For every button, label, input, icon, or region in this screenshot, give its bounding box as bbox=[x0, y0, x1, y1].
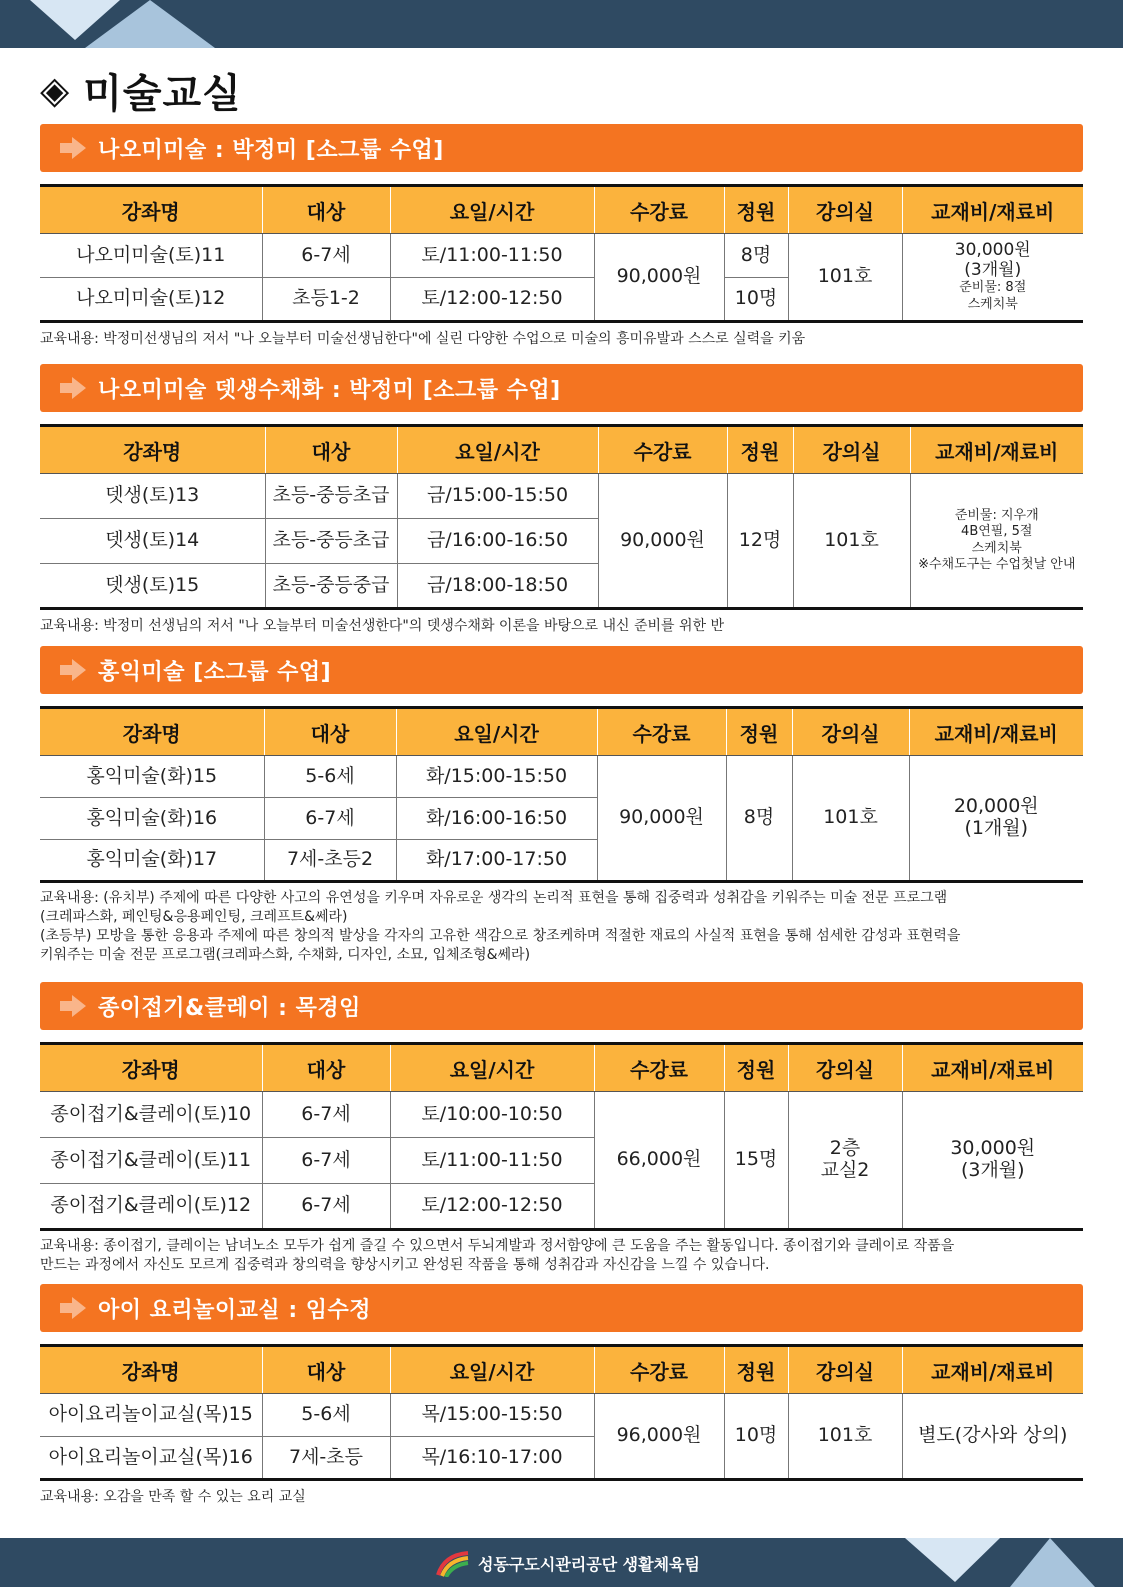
course-room bbox=[788, 1092, 902, 1230]
course-name: 아이요리놀이교실(목)15 bbox=[40, 1394, 262, 1437]
course-time: 토/12:00-12:50 bbox=[390, 1184, 594, 1230]
room-floor: 2층 bbox=[829, 1137, 861, 1160]
page-title-text: 미술교실 bbox=[83, 70, 242, 117]
course-capacity: 10명 bbox=[724, 278, 788, 322]
education-description bbox=[40, 889, 1083, 965]
course-time: 금/15:00-15:50 bbox=[397, 474, 598, 519]
course-target: 6-7세 bbox=[262, 1138, 390, 1184]
col-header: 정원 bbox=[726, 708, 792, 756]
section-naomi-art bbox=[40, 124, 1083, 349]
course-target: 초등1-2 bbox=[262, 278, 390, 322]
course-time: 토/12:00-12:50 bbox=[390, 278, 594, 322]
arrow-right-icon bbox=[58, 994, 88, 1018]
course-time: 화/15:00-15:50 bbox=[396, 756, 597, 798]
material-supply: 스케치북 bbox=[971, 540, 1022, 556]
col-header: 강의실 bbox=[793, 426, 910, 474]
material-supply: 준비물: 8절 bbox=[959, 280, 1027, 296]
course-table bbox=[40, 184, 1083, 323]
course-room: 101호 bbox=[788, 1394, 902, 1480]
table-header-row bbox=[40, 426, 1083, 474]
material-supply: 4B연필, 5절 bbox=[961, 524, 1033, 540]
col-header: 정원 bbox=[724, 1346, 788, 1394]
course-target: 6-7세 bbox=[262, 234, 390, 278]
course-table bbox=[40, 424, 1083, 610]
col-header: 수강료 bbox=[594, 1044, 724, 1092]
col-header: 강좌명 bbox=[40, 426, 265, 474]
course-time: 금/16:00-16:50 bbox=[397, 519, 598, 564]
course-capacity: 8명 bbox=[724, 234, 788, 278]
col-header: 수강료 bbox=[597, 708, 726, 756]
course-fee: 90,000원 bbox=[598, 474, 727, 609]
section-header bbox=[40, 646, 1083, 694]
table-row bbox=[40, 474, 1083, 519]
arrow-right-icon bbox=[58, 376, 88, 400]
col-header: 수강료 bbox=[594, 1346, 724, 1394]
course-capacity: 10명 bbox=[724, 1394, 788, 1480]
triangle-decoration bbox=[0, 0, 1123, 48]
col-header: 강의실 bbox=[792, 708, 909, 756]
course-room: 101호 bbox=[788, 234, 902, 322]
course-target: 6-7세 bbox=[264, 798, 396, 840]
education-description bbox=[40, 1237, 1083, 1275]
course-fee: 90,000원 bbox=[597, 756, 726, 882]
course-name: 뎃생(토)14 bbox=[40, 519, 265, 564]
section-kids-cooking bbox=[40, 1284, 1083, 1507]
material-price: 30,000원 bbox=[954, 240, 1031, 261]
course-name: 뎃생(토)15 bbox=[40, 564, 265, 609]
course-time: 토/11:00-11:50 bbox=[390, 1138, 594, 1184]
col-header: 교재비/재료비 bbox=[902, 186, 1083, 234]
course-target: 7세-초등2 bbox=[264, 840, 396, 882]
education-line: 만드는 과정에서 자신도 모르게 집중력과 창의력을 향상시키고 완성된 작품을 통해 성취감과 자신감을 느낄 수 있습니다. bbox=[40, 1256, 770, 1273]
material-note: ※수채도구는 수업첫날 안내 bbox=[918, 556, 1076, 572]
page-title bbox=[40, 62, 242, 118]
col-header: 요일/시간 bbox=[396, 708, 597, 756]
table-row bbox=[40, 1394, 1083, 1437]
course-target: 초등-중등초급 bbox=[265, 474, 397, 519]
course-target: 5-6세 bbox=[264, 756, 396, 798]
course-target: 7세-초등 bbox=[262, 1437, 390, 1480]
section-title: 나오미미술 : 박정미 [소그룹 수업] bbox=[98, 137, 444, 163]
col-header: 대상 bbox=[262, 1346, 390, 1394]
table-header-row bbox=[40, 1044, 1083, 1092]
course-target: 5-6세 bbox=[262, 1394, 390, 1437]
col-header: 정원 bbox=[727, 426, 793, 474]
material-price: 20,000원 bbox=[953, 795, 1039, 818]
material-period: (1개월) bbox=[964, 817, 1029, 839]
col-header: 요일/시간 bbox=[397, 426, 598, 474]
section-title: 홍익미술 [소그룹 수업] bbox=[98, 659, 332, 685]
top-banner bbox=[0, 0, 1123, 48]
table-header-row bbox=[40, 708, 1083, 756]
course-time: 화/16:00-16:50 bbox=[396, 798, 597, 840]
material-price: 30,000원 bbox=[950, 1137, 1036, 1160]
col-header: 강의실 bbox=[788, 1346, 902, 1394]
course-time: 화/17:00-17:50 bbox=[396, 840, 597, 882]
course-name: 아이요리놀이교실(목)16 bbox=[40, 1437, 262, 1480]
education-line: (초등부) 모방을 통한 응용과 주제에 따른 창의적 발상을 각자의 고유한 색감으로 창조케하며 적절한 재료의 사실적 표현을 통해 섬세한 감성과 표현력을 bbox=[40, 927, 961, 944]
course-target: 6-7세 bbox=[262, 1184, 390, 1230]
education-description: 교육내용: 박정미 선생님의 저서 "나 오늘부터 미술선생한다"의 뎃생수채화 이론을 바탕으로 내신 준비를 위한 반 bbox=[40, 618, 725, 634]
course-fee: 90,000원 bbox=[594, 234, 724, 322]
col-header: 요일/시간 bbox=[390, 1346, 594, 1394]
table-header-row bbox=[40, 186, 1083, 234]
course-name: 뎃생(토)13 bbox=[40, 474, 265, 519]
course-table bbox=[40, 1042, 1083, 1231]
col-header: 강좌명 bbox=[40, 708, 264, 756]
course-capacity: 15명 bbox=[724, 1092, 788, 1230]
col-header: 교재비/재료비 bbox=[902, 1044, 1083, 1092]
course-name: 나오미미술(토)12 bbox=[40, 278, 262, 322]
col-header: 교재비/재료비 bbox=[910, 426, 1083, 474]
course-name: 홍익미술(화)17 bbox=[40, 840, 264, 882]
footer-org bbox=[436, 1547, 700, 1579]
education-line: 교육내용: (유치부) 주제에 따른 다양한 사고의 유연성을 키우며 자유로운 생각의 논리적 표현을 통해 집중력과 성취감을 키워주는 미술 전문 프로그램 bbox=[40, 890, 948, 906]
col-header: 대상 bbox=[265, 426, 397, 474]
arrow-right-icon bbox=[58, 658, 88, 682]
course-material: 별도(강사와 상의) bbox=[902, 1394, 1083, 1480]
course-name: 종이접기&클레이(토)10 bbox=[40, 1092, 262, 1138]
col-header: 요일/시간 bbox=[390, 1044, 594, 1092]
course-fee: 66,000원 bbox=[594, 1092, 724, 1230]
course-time: 목/16:10-17:00 bbox=[390, 1437, 594, 1480]
education-description: 교육내용: 오감을 만족 할 수 있는 요리 교실 bbox=[40, 1489, 306, 1505]
education-line: 교육내용: 종이접기, 클레이는 남녀노소 모두가 쉽게 즐길 수 있으면서 두뇌계발과 정서함양에 큰 도움을 주는 활동입니다. 종이접기와 클레이로 작품을 bbox=[40, 1238, 955, 1254]
course-target: 초등-중등초급 bbox=[265, 519, 397, 564]
course-name: 종이접기&클레이(토)11 bbox=[40, 1138, 262, 1184]
section-title: 종이접기&클레이 : 목경임 bbox=[98, 995, 361, 1021]
diamond-bullet-icon: ◈ bbox=[40, 68, 70, 112]
col-header: 요일/시간 bbox=[390, 186, 594, 234]
education-description: 교육내용: 박정미선생님의 저서 "나 오늘부터 미술선생님한다"에 실린 다양한 수업으로 미술의 흥미유발과 스스로 실력을 키움 bbox=[40, 331, 806, 347]
section-header bbox=[40, 364, 1083, 412]
course-room: 101호 bbox=[792, 756, 909, 882]
section-header bbox=[40, 124, 1083, 172]
education-line: (크레파스화, 페인팅&응용페인팅, 크레프트&쎄라) bbox=[40, 908, 348, 925]
material-supply: 스케치북 bbox=[967, 296, 1018, 312]
course-name: 종이접기&클레이(토)12 bbox=[40, 1184, 262, 1230]
course-name: 나오미미술(토)11 bbox=[40, 234, 262, 278]
course-material bbox=[902, 234, 1083, 322]
education-line: 키워주는 미술 전문 프로그램(크레파스화, 수채화, 디자인, 소묘, 입체조형&쎄라) bbox=[40, 946, 531, 963]
course-material bbox=[909, 756, 1083, 882]
col-header: 정원 bbox=[724, 186, 788, 234]
course-fee: 96,000원 bbox=[594, 1394, 724, 1480]
col-header: 수강료 bbox=[594, 186, 724, 234]
course-room: 101호 bbox=[793, 474, 910, 609]
course-name: 홍익미술(화)15 bbox=[40, 756, 264, 798]
material-period: (3개월) bbox=[964, 259, 1022, 280]
course-table bbox=[40, 1344, 1083, 1481]
section-naomi-drawing bbox=[40, 364, 1083, 636]
col-header: 대상 bbox=[262, 1044, 390, 1092]
course-time: 금/18:00-18:50 bbox=[397, 564, 598, 609]
footer-org-name: 성동구도시관리공단 생활체육팀 bbox=[478, 1554, 700, 1574]
course-time: 토/10:00-10:50 bbox=[390, 1092, 594, 1138]
col-header: 강좌명 bbox=[40, 186, 262, 234]
course-table bbox=[40, 706, 1083, 883]
col-header: 강의실 bbox=[788, 1044, 902, 1092]
table-row bbox=[40, 756, 1083, 798]
col-header: 강의실 bbox=[788, 186, 902, 234]
arrow-right-icon bbox=[58, 136, 88, 160]
footer-banner bbox=[0, 1538, 1123, 1587]
col-header: 정원 bbox=[724, 1044, 788, 1092]
course-target: 초등-중등중급 bbox=[265, 564, 397, 609]
material-supply: 준비물: 지우개 bbox=[954, 508, 1039, 523]
col-header: 수강료 bbox=[598, 426, 727, 474]
arrow-right-icon bbox=[58, 1296, 88, 1320]
course-time: 목/15:00-15:50 bbox=[390, 1394, 594, 1437]
material-period: (3개월) bbox=[960, 1159, 1025, 1181]
section-header bbox=[40, 1284, 1083, 1332]
course-time: 토/11:00-11:50 bbox=[390, 234, 594, 278]
org-logo-icon bbox=[436, 1549, 470, 1577]
col-header: 교재비/재료비 bbox=[902, 1346, 1083, 1394]
course-material bbox=[902, 1092, 1083, 1230]
course-material bbox=[910, 474, 1083, 609]
col-header: 강좌명 bbox=[40, 1346, 262, 1394]
section-title: 나오미미술 뎃생수채화 : 박정미 [소그룹 수업] bbox=[98, 377, 561, 403]
table-header-row bbox=[40, 1346, 1083, 1394]
table-row bbox=[40, 234, 1083, 278]
col-header: 강좌명 bbox=[40, 1044, 262, 1092]
room-name: 교실2 bbox=[820, 1159, 870, 1181]
section-hongik-art bbox=[40, 646, 1083, 965]
course-capacity: 12명 bbox=[727, 474, 793, 609]
col-header: 대상 bbox=[262, 186, 390, 234]
section-paper-clay bbox=[40, 982, 1083, 1275]
course-target: 6-7세 bbox=[262, 1092, 390, 1138]
course-capacity: 8명 bbox=[726, 756, 792, 882]
col-header: 대상 bbox=[264, 708, 396, 756]
col-header: 교재비/재료비 bbox=[909, 708, 1083, 756]
table-row bbox=[40, 1092, 1083, 1138]
course-name: 홍익미술(화)16 bbox=[40, 798, 264, 840]
section-title: 아이 요리놀이교실 : 임수정 bbox=[98, 1297, 372, 1323]
section-header bbox=[40, 982, 1083, 1030]
